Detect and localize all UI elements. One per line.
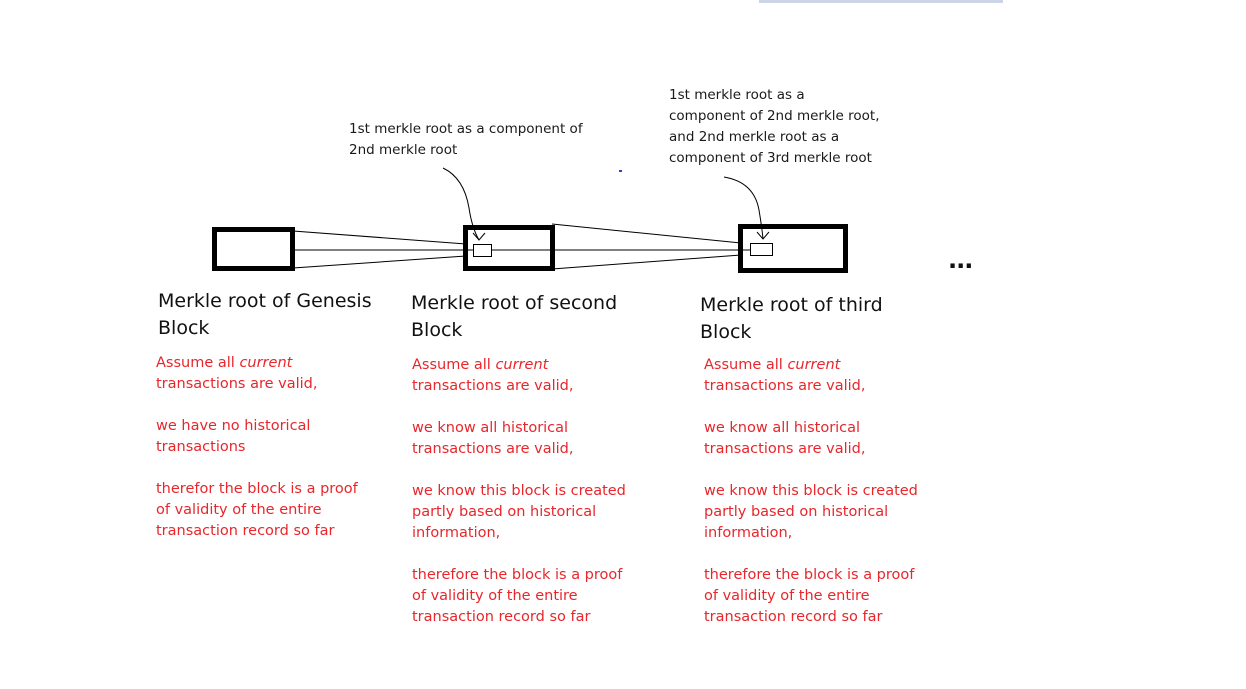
third-inner-root-box: [751, 244, 773, 256]
callout-arrow-second: [443, 168, 479, 240]
note-text: transactions are valid,: [412, 441, 574, 457]
note-text: transactions are valid,: [412, 378, 574, 394]
note-line: [704, 481, 918, 502]
title-line: Block: [158, 317, 210, 339]
note-text: transactions: [156, 439, 246, 455]
note-line: [412, 586, 626, 607]
note-text: therefor the block is a proof: [156, 481, 358, 497]
note-line: [412, 523, 626, 544]
note-paragraph: [412, 565, 626, 628]
callout-line: component of 3rd merkle root: [669, 150, 872, 166]
genesis-block-notes: [156, 353, 358, 563]
callout-third-block: [669, 85, 880, 169]
note-line: [156, 500, 358, 521]
note-text: we know all historical: [704, 420, 861, 436]
third-block-notes: [704, 355, 918, 649]
note-text: we have no historical: [156, 418, 311, 434]
title-line: Block: [700, 321, 752, 343]
second-block-notes: [412, 355, 626, 649]
note-text: information,: [704, 525, 793, 541]
note-text: we know this block is created: [704, 483, 918, 499]
note-text: Assume all: [412, 357, 496, 373]
note-line: [704, 439, 918, 460]
note-line: [156, 353, 358, 374]
title-line: Merkle root of second: [411, 292, 618, 314]
third-block-title: [700, 292, 883, 346]
note-text: we know this block is created: [412, 483, 626, 499]
title-line: Block: [411, 319, 463, 341]
note-line: [156, 416, 358, 437]
note-text: transaction record so far: [156, 523, 335, 539]
callout-line: 2nd merkle root: [349, 142, 458, 158]
note-line: [704, 565, 918, 586]
note-emphasis: current: [787, 357, 841, 373]
note-line: [412, 481, 626, 502]
note-text: of validity of the entire: [412, 588, 578, 604]
callout-line: component of 2nd merkle root,: [669, 108, 880, 124]
link-line-genesis-top: [293, 231, 466, 244]
note-line: [704, 355, 918, 376]
note-line: [156, 479, 358, 500]
note-paragraph: [156, 353, 358, 395]
note-text: transaction record so far: [704, 609, 883, 625]
link-line-genesis-bottom: [293, 256, 466, 268]
note-paragraph: [704, 565, 918, 628]
note-paragraph: [156, 416, 358, 458]
genesis-block-title: [158, 288, 372, 342]
note-line: [156, 374, 358, 395]
note-line: [412, 355, 626, 376]
callout-line: 1st merkle root as a: [669, 87, 805, 103]
callout-line: 1st merkle root as a component of: [349, 121, 583, 137]
note-line: [704, 523, 918, 544]
note-text: transaction record so far: [412, 609, 591, 625]
callout-arrowhead-second: [473, 233, 485, 240]
note-line: [412, 418, 626, 439]
note-line: [412, 439, 626, 460]
note-text: of validity of the entire: [704, 588, 870, 604]
note-paragraph: [156, 479, 358, 542]
note-line: [704, 418, 918, 439]
note-text: transactions are valid,: [704, 441, 866, 457]
note-text: Assume all: [704, 357, 788, 373]
note-line: [412, 502, 626, 523]
note-paragraph: [704, 418, 918, 460]
note-line: [156, 521, 358, 542]
note-paragraph: [704, 481, 918, 544]
second-inner-root-box: [474, 245, 492, 257]
note-text: therefore the block is a proof: [704, 567, 915, 583]
note-text: we know all historical: [412, 420, 569, 436]
continuation-ellipsis: ...: [948, 246, 973, 274]
title-line: Merkle root of third: [700, 294, 883, 316]
note-paragraph: [412, 418, 626, 460]
note-line: [412, 607, 626, 628]
note-paragraph: [412, 481, 626, 544]
note-text: therefore the block is a proof: [412, 567, 623, 583]
callout-second-block: [349, 119, 583, 161]
note-text: transactions are valid,: [704, 378, 866, 394]
second-block-title: [411, 290, 617, 344]
genesis-block-box: [215, 230, 293, 269]
note-line: [412, 376, 626, 397]
note-line: [704, 376, 918, 397]
title-line: Merkle root of Genesis: [158, 290, 372, 312]
note-text: of validity of the entire: [156, 502, 322, 518]
note-text: partly based on historical: [412, 504, 597, 520]
note-emphasis: current: [239, 355, 293, 371]
note-line: [156, 437, 358, 458]
note-text: transactions are valid,: [156, 376, 318, 392]
note-emphasis: current: [495, 357, 549, 373]
note-line: [704, 586, 918, 607]
note-line: [704, 502, 918, 523]
note-text: information,: [412, 525, 501, 541]
note-text: partly based on historical: [704, 504, 889, 520]
callout-arrow-third: [724, 177, 763, 239]
note-paragraph: [412, 355, 626, 397]
link-line-second-top: [552, 224, 741, 243]
note-text: Assume all: [156, 355, 240, 371]
note-line: [412, 565, 626, 586]
link-line-second-bottom: [552, 255, 741, 269]
note-line: [704, 607, 918, 628]
callout-line: and 2nd merkle root as a: [669, 129, 840, 145]
note-paragraph: [704, 355, 918, 397]
